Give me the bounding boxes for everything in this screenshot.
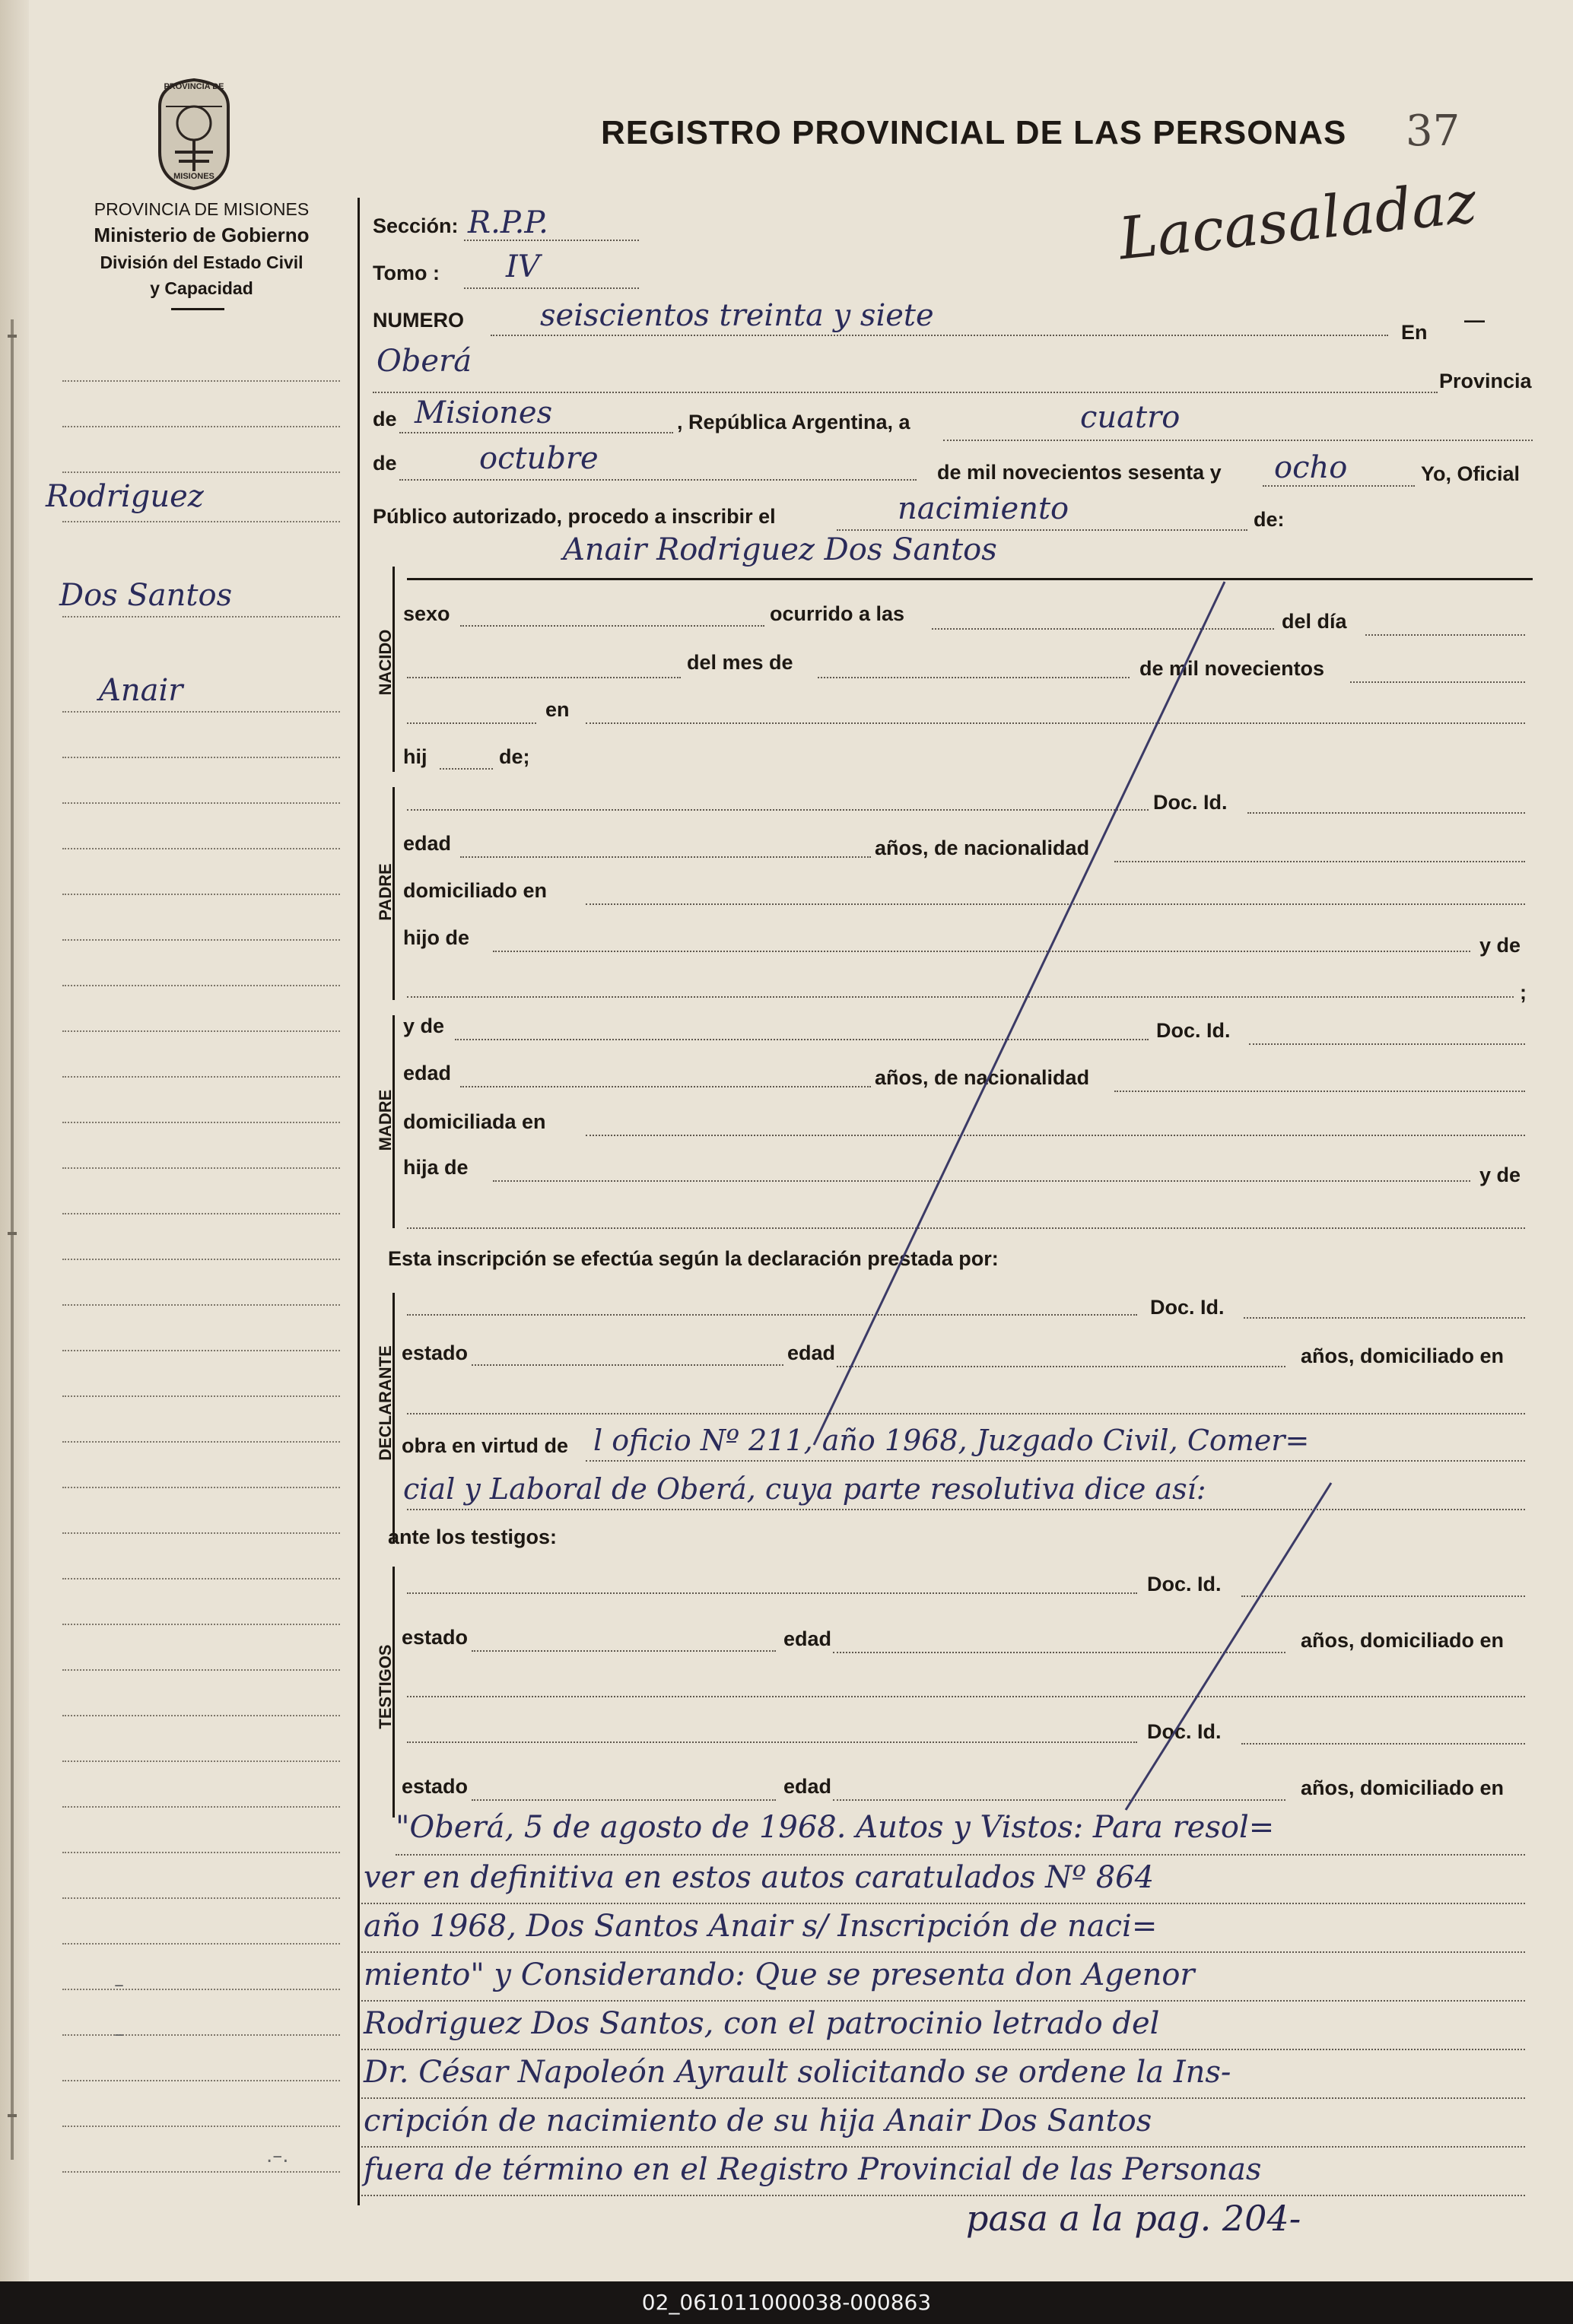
del-mes-label: del mes de [687,651,793,674]
testigo2-edad-label: edad [783,1775,832,1798]
de2-label: de [373,452,397,475]
testigo1-edad-label: edad [783,1627,832,1650]
institution-line1: PROVINCIA DE MISIONES [94,199,310,219]
padre-anos-label: años, de nacionalidad [875,837,1090,859]
official-signature: Lacasaladaz [1115,167,1479,273]
madre-y-de2-label: y de [1479,1164,1521,1186]
ocurrido-label: ocurrido a las [770,602,905,625]
de-label: de [373,408,397,430]
testigo2-estado-label: estado [402,1775,469,1798]
testigo1-doc-label: Doc. Id. [1147,1573,1222,1595]
margin-tick: – [114,2023,124,2046]
declarante-doc-label: Doc. Id. [1150,1296,1225,1319]
institution-line3: División del Estado Civil [100,252,303,272]
madre-y-de-label: y de [403,1014,445,1037]
page-number: 37 [1406,106,1460,156]
numero-value[interactable]: seiscientos treinta y siete [540,298,934,333]
nacido-side-label: NACIDO [376,629,395,696]
resolution-text-6[interactable]: Dr. César Napoleón Ayrault solicitando se ordene la Ins- [364,2055,1231,2090]
padre-y-de-label: y de [1479,934,1521,957]
institution-line4: y Capacidad [150,278,253,298]
margin-tick: – [114,1973,124,1996]
republica-label: , República Argentina, a [677,411,910,433]
nacido-en-label: en [545,698,570,721]
act-value[interactable]: nacimiento [898,491,1069,526]
padre-hijo-de-label: hijo de [403,926,469,949]
padre-semicolon: ; [1520,981,1527,1004]
mil-nov-label: de mil novecientos [1139,657,1325,680]
mil-label: de mil novecientos sesenta y [937,461,1222,484]
testigo2-anos-label: años, domiciliado en [1301,1776,1505,1799]
obra-value-1[interactable]: l oficio Nº 211, año 1968, Juzgado Civil, Comer= [593,1424,1310,1457]
sexo-label: sexo [403,602,450,625]
padre-doc-label: Doc. Id. [1153,791,1228,814]
obra-value-2[interactable]: cial y Laboral de Oberá, cuya parte resolutiva dice así: [403,1472,1206,1506]
resolution-text-5[interactable]: Rodriguez Dos Santos, con el patrocinio letrado del [364,2006,1160,2041]
resolution-text-1[interactable]: "Oberá, 5 de agosto de 1968. Autos y Vistos: Para resol= [396,1810,1275,1845]
image-footer: 02_061011000038-000863 [0,2281,1573,2324]
tomo-value[interactable]: IV [506,249,540,284]
padre-domiciliado-label: domiciliado en [403,879,548,902]
declarante-anos-label: años, domiciliado en [1301,1345,1505,1367]
resolution-text-2[interactable]: ver en definitiva en estos autos caratulados Nº 864 [364,1860,1155,1895]
hij-de-label: de; [499,745,530,768]
numero-label: NUMERO [373,309,464,332]
year-value[interactable]: ocho [1274,450,1348,485]
tomo-label: Tomo : [373,262,440,284]
seccion-label: Sección: [373,214,459,237]
en-dash: — [1464,309,1485,332]
margin-surname2: Dos Santos [59,578,233,613]
declarante-estado-label: estado [402,1341,469,1364]
provincia-value[interactable]: Misiones [415,395,553,430]
publico-label: Público autorizado, procedo a inscribir el [373,505,776,528]
registered-name[interactable]: Anair Rodriguez Dos Santos [563,532,997,567]
del-dia-label: del día [1282,610,1347,633]
padre-edad-label: edad [403,832,452,855]
testigo1-estado-label: estado [402,1626,469,1649]
yo-label: Yo, Oficial [1421,462,1521,485]
testigo2-doc-label: Doc. Id. [1147,1720,1222,1743]
seal-bottom-text: MISIONES [173,172,214,181]
testigos-side-label: TESTIGOS [376,1644,395,1729]
madre-anos-label: años, de nacionalidad [875,1066,1090,1089]
padre-side-label: PADRE [376,863,395,921]
cancel-stroke-lower [1126,1483,1331,1810]
month-value[interactable]: octubre [479,441,599,476]
continuation-note: pasa a la pag. 204- [966,2198,1301,2239]
seccion-value[interactable]: R.P.P. [468,205,548,240]
place-value[interactable]: Oberá [377,344,472,379]
margin-tick: .–. [266,2145,289,2167]
margin-surname1: Rodriguez [46,479,204,514]
hij-label: hij [403,745,427,768]
resolution-text-7[interactable]: cripción de nacimiento de su hija Anair Dos Santos [364,2103,1152,2138]
resolution-text-8[interactable]: fuera de término en el Registro Provincial de las Personas [364,2152,1262,2187]
madre-hija-de-label: hija de [403,1156,469,1179]
institution-line2: Ministerio de Gobierno [94,224,310,246]
declarante-side-label: DECLARANTE [376,1345,395,1461]
resolution-text-3[interactable]: año 1968, Dos Santos Anair s/ Inscripción de naci= [364,1909,1158,1944]
de3-label: de: [1254,508,1285,531]
declarante-edad-label: edad [787,1341,836,1364]
page-title: REGISTRO PROVINCIAL DE LAS PERSONAS [601,114,1347,151]
margin-given-name: Anair [99,673,183,708]
provincia-label: Provincia [1439,370,1532,392]
en-label: En [1401,321,1428,344]
madre-domiciliada-label: domiciliada en [403,1110,546,1133]
madre-side-label: MADRE [376,1089,395,1151]
madre-doc-label: Doc. Id. [1156,1019,1231,1042]
declaracion-text: Esta inscripción se efectúa según la declaración prestada por: [388,1247,999,1270]
madre-edad-label: edad [403,1062,452,1084]
seal-top-text: PROVINCIA DE [164,82,224,91]
day-value[interactable]: cuatro [1080,400,1181,435]
testigo1-anos-label: años, domiciliado en [1301,1629,1505,1652]
cancel-stroke-upper [814,582,1225,1445]
resolution-text-4[interactable]: miento" y Considerando: Que se presenta don Agenor [364,1957,1195,1992]
testigos-intro-label: ante los testigos: [388,1526,558,1548]
obra-label: obra en virtud de [402,1434,569,1457]
